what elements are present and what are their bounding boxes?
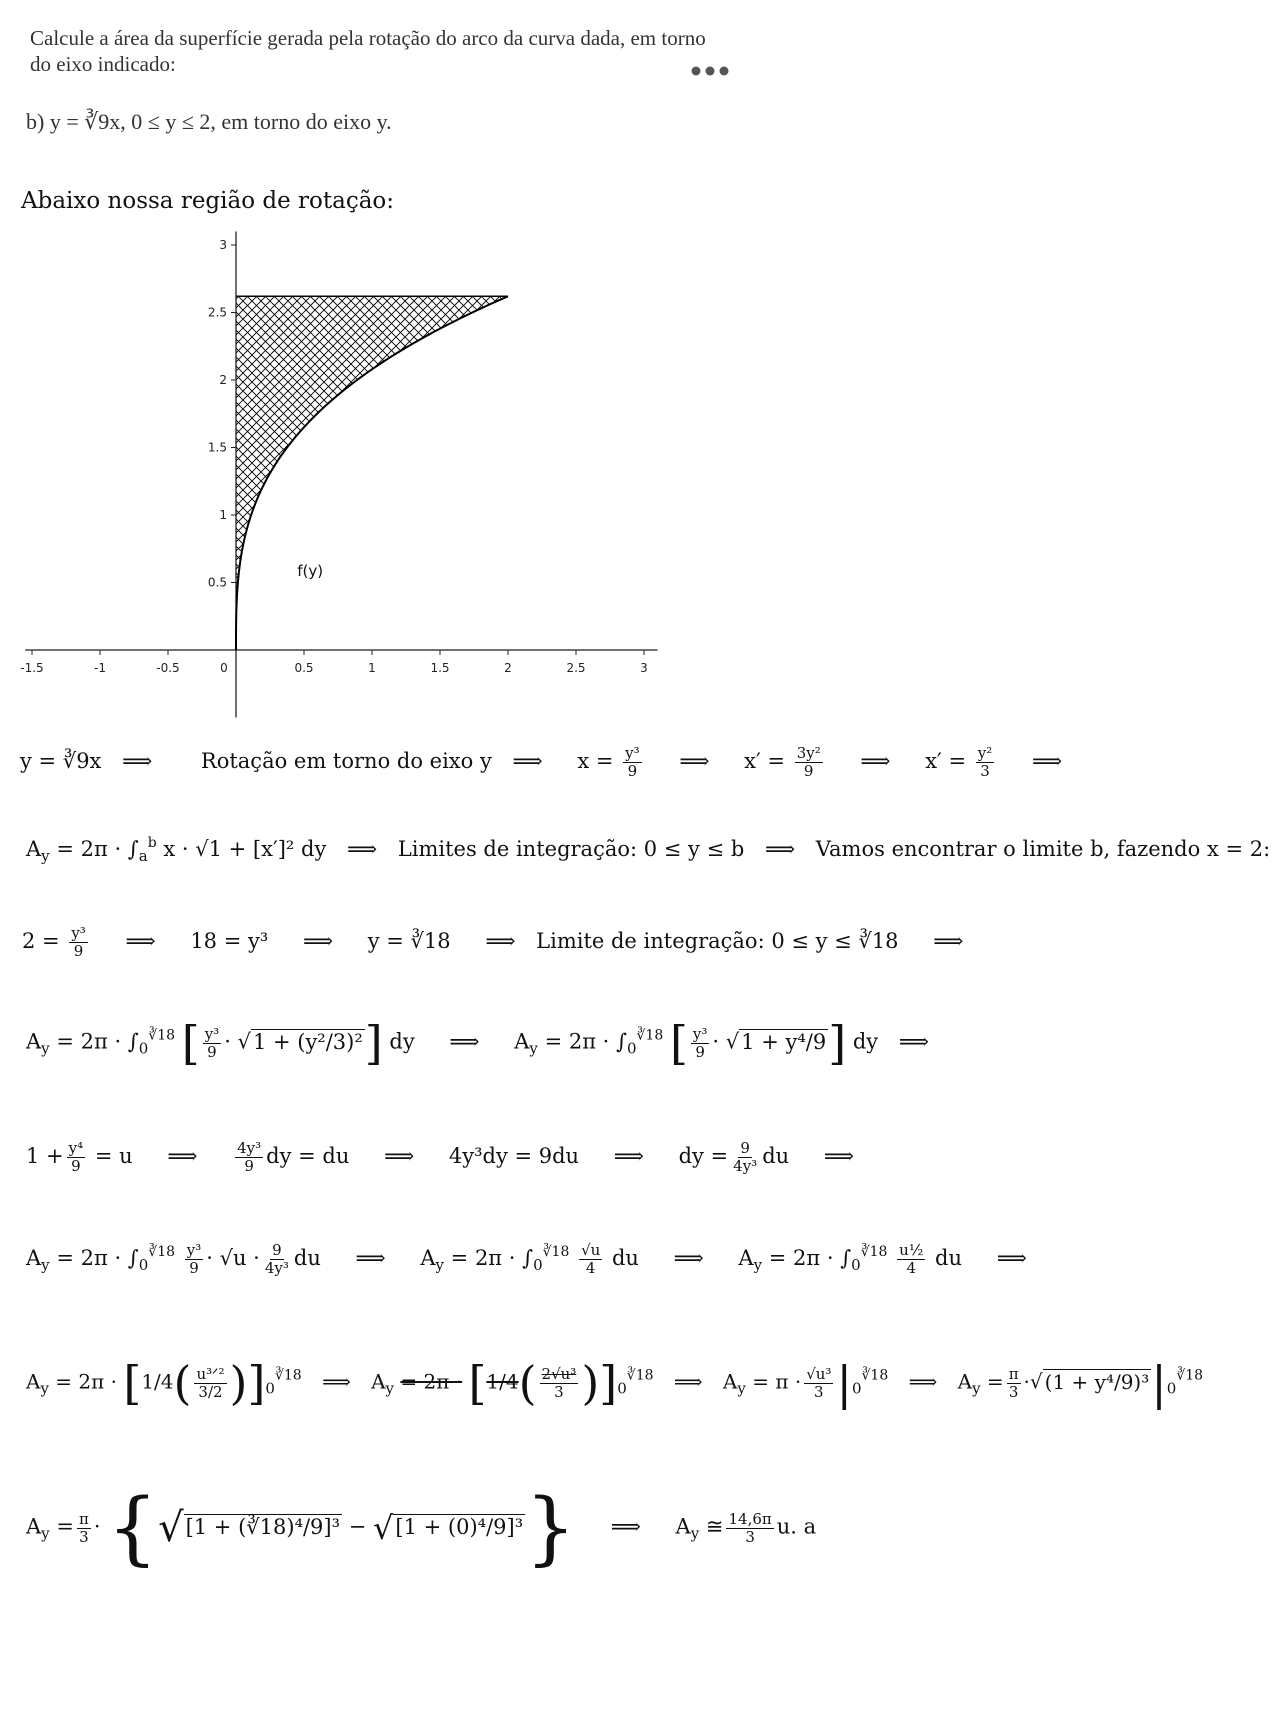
area-symbol: A bbox=[26, 1029, 42, 1054]
lower-limit: 0 bbox=[626, 1039, 637, 1058]
frac-den: 3 bbox=[1008, 1382, 1019, 1401]
bracket-close: ] bbox=[247, 1356, 266, 1410]
hatched-region bbox=[236, 296, 508, 650]
paren-open: ( bbox=[173, 1356, 192, 1410]
x-tick-label: 2 bbox=[504, 661, 512, 675]
area-sub: y bbox=[385, 1379, 395, 1398]
step7-root: (1 + y⁴/9)³ bbox=[1044, 1369, 1150, 1394]
ellipsis-icon-graphic bbox=[688, 63, 732, 79]
frac-den: 9 bbox=[207, 1042, 217, 1061]
arrow: ⟹ bbox=[167, 1144, 198, 1168]
lower-limit: 0 bbox=[851, 1256, 861, 1274]
frac-den: 4y³ bbox=[264, 1259, 289, 1277]
arrow: ⟹ bbox=[898, 1029, 929, 1054]
step7-v2frac bbox=[540, 1366, 579, 1401]
step1-d-frac bbox=[795, 745, 823, 780]
step4-dy: dy bbox=[852, 1029, 879, 1054]
frac-num: π bbox=[1008, 1364, 1019, 1383]
step5-b-rhs: dy = du bbox=[266, 1144, 350, 1168]
arrow: ⟹ bbox=[485, 929, 516, 953]
x-tick-label: -1 bbox=[94, 661, 106, 675]
frac-num: y² bbox=[977, 744, 993, 762]
arrow: ⟹ bbox=[673, 1246, 704, 1270]
region-graph bbox=[0, 220, 680, 730]
step6-frac2 bbox=[263, 1242, 291, 1277]
bracket-close: ] bbox=[599, 1356, 618, 1410]
step-2 bbox=[26, 835, 1270, 865]
step1-e-frac bbox=[976, 745, 995, 780]
step8-pifrac bbox=[77, 1511, 91, 1546]
step8-minus: − bbox=[348, 1514, 367, 1539]
x-tick-label: 0.5 bbox=[294, 661, 314, 675]
step6-du: du bbox=[935, 1246, 963, 1270]
arrow: ⟹ bbox=[355, 1246, 386, 1270]
step6-du: du bbox=[611, 1246, 639, 1270]
eval-bar: | bbox=[1151, 1356, 1167, 1410]
x-tick-label: 2.5 bbox=[566, 661, 586, 675]
x-tick-label: 1 bbox=[368, 661, 376, 675]
area-sub: y bbox=[972, 1379, 981, 1398]
step5-a-lhs: 1 + bbox=[26, 1144, 64, 1168]
step5-d-rhs: du bbox=[762, 1144, 790, 1168]
area-symbol: A bbox=[26, 837, 42, 861]
step7-b4: = bbox=[986, 1369, 1004, 1394]
step7-pifrac bbox=[1007, 1366, 1021, 1401]
area-symbol: A bbox=[957, 1369, 973, 1394]
upper-limit: ∛18 bbox=[148, 1244, 176, 1260]
frac-den: 9 bbox=[73, 942, 84, 960]
frac-den: 4 bbox=[585, 1259, 596, 1277]
paren-close: ) bbox=[229, 1356, 248, 1410]
step2-integral: = 2π · ∫ bbox=[56, 837, 139, 861]
lower-limit: 0 bbox=[138, 1256, 149, 1274]
step4-integral: = 2π · ∫ bbox=[56, 1029, 139, 1054]
y-tick-label: 3 bbox=[219, 238, 227, 252]
x-tick-label: 0 bbox=[220, 661, 228, 675]
area-symbol: A bbox=[371, 1369, 386, 1394]
y-tick-label: 2 bbox=[219, 373, 227, 387]
step8-unit: u. a bbox=[776, 1514, 817, 1539]
bracket-open: [ bbox=[123, 1356, 142, 1410]
step5-a-rhs: = u bbox=[94, 1144, 133, 1168]
sqrt-sign: √ bbox=[1029, 1369, 1043, 1394]
lower-limit: 0 bbox=[265, 1379, 275, 1398]
step-7: $A_y = 2\pi \cdot [1/4$( $\frac{\text{u³ᐟ²}}{3/2}$ )]$_0^{∛18}$ ⟹ $A_y = 2\pi \cdot [1/4$( $\frac{\text{2√u³}}{3}$ )]$_0^{∛18}$ ⟹ $A_y = \pi$ · $\frac{\text{√u³}}{3}$ $|_0^{∛18}$ ⟹ $A_y$ = $\frac{\pi}{3}$ ·√ $(1 + y^4/9)^3|_0^{∛18}$ bbox=[26, 1356, 1204, 1410]
x-tick-label: -0.5 bbox=[156, 661, 180, 675]
step1-a: y = ∛9x bbox=[20, 749, 102, 773]
problem-statement-line1: Calcule a área da superfície gerada pela rotação do arco da curva dada, em torno bbox=[30, 26, 706, 50]
y-tick-label: 2.5 bbox=[207, 305, 227, 320]
frac-num: 3y² bbox=[796, 744, 821, 762]
arrow: ⟹ bbox=[860, 749, 891, 773]
step7-quarter: 1/4 bbox=[141, 1369, 174, 1394]
step5-c: 4y³dy = 9du bbox=[448, 1144, 580, 1168]
step5-d-frac bbox=[731, 1140, 759, 1175]
arrow: ⟹ bbox=[302, 929, 334, 953]
lower-limit: 0 bbox=[617, 1379, 627, 1398]
lower-limit: a bbox=[138, 847, 148, 865]
arrow: ⟹ bbox=[1031, 749, 1063, 773]
frac-num: y³ bbox=[625, 744, 640, 762]
upper-limit: ∛18 bbox=[542, 1244, 570, 1260]
frac-den: 4y³ bbox=[733, 1157, 758, 1175]
step-3 bbox=[22, 925, 963, 960]
intro-text: Abaixo nossa região de rotação: bbox=[21, 188, 395, 214]
step7-quarter-cancel: 1/4 bbox=[486, 1369, 519, 1394]
sqrt-sign: √ bbox=[725, 1029, 740, 1054]
upper-limit: ∛18 bbox=[860, 1244, 888, 1260]
step7-ufrac bbox=[194, 1366, 226, 1401]
step3-frac bbox=[69, 925, 88, 960]
step6-integral: = 2π · ∫ bbox=[450, 1246, 534, 1270]
frac-den: 3 bbox=[980, 762, 990, 780]
approx: ≅ bbox=[705, 1514, 724, 1539]
frac-num: y³ bbox=[692, 1024, 708, 1043]
equals: = bbox=[56, 1514, 74, 1539]
step3-d: Limite de integração: 0 ≤ y ≤ ∛18 bbox=[536, 929, 899, 953]
step7-v3frac bbox=[804, 1366, 833, 1401]
area-sub: y bbox=[41, 1039, 50, 1058]
paren-close: ) bbox=[581, 1356, 600, 1410]
ellipsis-icon[interactable] bbox=[688, 56, 732, 86]
step8-result-frac bbox=[726, 1511, 773, 1546]
arrow: ⟹ bbox=[673, 1369, 703, 1394]
frac-den: 4 bbox=[906, 1259, 917, 1277]
arrow: ⟹ bbox=[125, 929, 156, 953]
step2-find-b: Vamos encontrar o limite b, fazendo x = 2: bbox=[815, 837, 1271, 861]
arrow: ⟹ bbox=[449, 1029, 480, 1054]
step6-integral: = 2π · ∫ bbox=[56, 1246, 139, 1270]
problem-item-b: b) y = ∛9x, 0 ≤ y ≤ 2, em torno do eixo y. bbox=[26, 109, 392, 134]
upper-limit: ∛18 bbox=[148, 1027, 176, 1044]
frac-den: 9 bbox=[627, 762, 638, 780]
arrow: ⟹ bbox=[908, 1369, 938, 1394]
arrow: ⟹ bbox=[933, 929, 964, 953]
step4-dy: dy bbox=[389, 1029, 415, 1054]
step6-integral: = 2π · ∫ bbox=[768, 1246, 852, 1270]
x-tick-label: 1.5 bbox=[430, 661, 450, 675]
area-sub: y bbox=[753, 1256, 763, 1274]
area-sub: y bbox=[41, 1524, 50, 1543]
arrow: ⟹ bbox=[613, 1144, 644, 1168]
step5-b-frac bbox=[235, 1140, 263, 1175]
bracket-open: [ bbox=[468, 1356, 487, 1410]
frac-num: 9 bbox=[272, 1241, 282, 1259]
area-symbol: A bbox=[675, 1514, 691, 1539]
frac-num: 14,6π bbox=[728, 1509, 772, 1528]
lower-limit: 0 bbox=[138, 1039, 149, 1058]
step4-integral: = 2π · ∫ bbox=[544, 1029, 627, 1054]
frac-num: y³ bbox=[204, 1024, 220, 1043]
frac-num: u³ᐟ² bbox=[196, 1364, 225, 1383]
step-4: $A_y = 2\pi \cdot \int_0^{∛18}$ [ $\frac{\text{y³}}{9}$ · √1 + (y²/3)²] dy ⟹ $A_y = 2\pi \cdot \int_0^{∛18}$ [ $\frac{\text{y³}}{9}$ · √1 + y⁴/9] dy ⟹ bbox=[26, 1016, 929, 1070]
x-tick-label: -1.5 bbox=[20, 661, 44, 675]
step4-frac2 bbox=[691, 1026, 710, 1061]
frac-den: 9 bbox=[244, 1157, 254, 1175]
frac-den: 3 bbox=[814, 1382, 824, 1401]
frac-num: u½ bbox=[899, 1241, 924, 1259]
step6-mid: · √u · bbox=[206, 1246, 260, 1270]
area-sub: y bbox=[40, 1379, 49, 1398]
lower-limit: 0 bbox=[1166, 1379, 1177, 1398]
step8-term1: [1 + (∛18)⁴/9]³ bbox=[185, 1514, 341, 1539]
frac-num: π bbox=[78, 1509, 89, 1528]
frac-num: y³ bbox=[186, 1241, 202, 1259]
arrow: ⟹ bbox=[610, 1514, 641, 1539]
step-5 bbox=[26, 1140, 854, 1175]
frac-num: y⁴ bbox=[68, 1139, 84, 1157]
upper-limit: b bbox=[147, 835, 157, 851]
frac-den: 3 bbox=[745, 1527, 755, 1546]
eval-bar: | bbox=[836, 1356, 852, 1410]
upper-limit: ∛18 bbox=[861, 1367, 889, 1384]
arrow: ⟹ bbox=[347, 837, 378, 861]
step6-frac1 bbox=[185, 1242, 204, 1277]
area-sub: y bbox=[41, 847, 50, 865]
frac-den: 9 bbox=[189, 1259, 199, 1277]
frac-den: 3/2 bbox=[198, 1382, 223, 1401]
step6-frac3 bbox=[579, 1242, 602, 1277]
brace-open: { bbox=[107, 1481, 159, 1574]
step3-b: 18 = y³ bbox=[190, 929, 269, 953]
frac-den: 9 bbox=[71, 1157, 81, 1175]
step3-lhs: 2 = bbox=[22, 929, 60, 953]
step3-c: y = ∛18 bbox=[367, 929, 451, 953]
arrow: ⟹ bbox=[679, 749, 710, 773]
area-symbol: A bbox=[26, 1514, 42, 1539]
sqrt-sign: √ bbox=[158, 1505, 184, 1551]
step4-root1: 1 + (y²/3)² bbox=[252, 1029, 363, 1054]
bracket-close: ] bbox=[828, 1016, 847, 1070]
area-sub: y bbox=[690, 1524, 700, 1543]
step1-b: Rotação em torno do eixo y bbox=[200, 749, 492, 773]
arrow: ⟹ bbox=[512, 749, 543, 773]
frac-num: 9 bbox=[740, 1139, 750, 1157]
paren-open: ( bbox=[518, 1356, 537, 1410]
step1-e-lhs: x′ = bbox=[925, 749, 967, 773]
area-symbol: A bbox=[26, 1246, 42, 1270]
bracket-close: ] bbox=[364, 1016, 383, 1070]
step6-du: du bbox=[293, 1246, 321, 1270]
step5-d-lhs: dy = bbox=[678, 1144, 729, 1168]
frac-den: 9 bbox=[695, 1042, 705, 1061]
bracket-open: [ bbox=[181, 1016, 200, 1070]
upper-limit: ∛18 bbox=[636, 1027, 664, 1044]
step1-c-lhs: x = bbox=[577, 749, 614, 773]
arrow: ⟹ bbox=[322, 1369, 351, 1394]
step-6 bbox=[26, 1242, 1027, 1277]
step4-root2: 1 + y⁴/9 bbox=[741, 1029, 827, 1054]
arrow: ⟹ bbox=[122, 749, 153, 773]
area-sub: y bbox=[435, 1256, 444, 1274]
step2-integrand: x · √1 + [x′]² dy bbox=[163, 837, 327, 861]
step-1 bbox=[20, 745, 1062, 780]
step5-a-frac bbox=[67, 1140, 86, 1175]
upper-limit: ∛18 bbox=[274, 1367, 302, 1384]
y-tick-label: 1.5 bbox=[207, 440, 227, 455]
sqrt-sign: √ bbox=[373, 1509, 394, 1547]
step-8: $A_y$ = $\frac{\pi}{3}$ · {√[1 + (∛18)⁴/9]³ − √[1 + (0)⁴/9]³} ⟹ $A_y$ ≅ $\frac{14,6\pi}{3}$ u. a bbox=[26, 1481, 817, 1574]
area-symbol: A bbox=[420, 1246, 436, 1270]
upper-limit: ∛18 bbox=[1176, 1367, 1204, 1384]
area-symbol: A bbox=[26, 1369, 41, 1394]
curve-label: f(y) bbox=[297, 561, 324, 580]
step8-term2: [1 + (0)⁴/9]³ bbox=[395, 1514, 524, 1539]
step1-c-frac bbox=[623, 745, 642, 780]
problem-statement-line2: do eixo indicado: bbox=[30, 52, 176, 76]
lower-limit: 0 bbox=[851, 1379, 862, 1398]
upper-limit: ∛18 bbox=[626, 1367, 654, 1384]
step7-b3: = π · bbox=[752, 1369, 802, 1394]
area-sub: y bbox=[737, 1379, 746, 1398]
area-symbol: A bbox=[722, 1369, 738, 1394]
step4-frac1 bbox=[203, 1026, 222, 1061]
area-symbol: A bbox=[738, 1246, 754, 1270]
y-tick-label: 1 bbox=[219, 508, 227, 522]
area-sub: y bbox=[41, 1256, 50, 1274]
frac-den: 3 bbox=[554, 1382, 564, 1401]
x-tick-label: 3 bbox=[640, 661, 648, 675]
frac-den: 3 bbox=[79, 1527, 89, 1546]
frac-den: 9 bbox=[803, 762, 814, 780]
brace-close: } bbox=[525, 1481, 577, 1574]
y-tick-label: 0.5 bbox=[207, 575, 227, 590]
step7-b2: = 2π · bbox=[400, 1369, 463, 1394]
arrow: ⟹ bbox=[765, 837, 796, 861]
step2-limits: Limites de integração: 0 ≤ y ≤ b bbox=[397, 837, 745, 861]
frac-num: 4y³ bbox=[237, 1139, 262, 1157]
step1-d-lhs: x′ = bbox=[744, 749, 785, 773]
bracket-open: [ bbox=[669, 1016, 688, 1070]
frac-num: √u³ bbox=[806, 1364, 832, 1383]
step7-b: = 2π · bbox=[55, 1369, 117, 1394]
frac-num: √u bbox=[581, 1241, 601, 1259]
step6-frac4 bbox=[897, 1242, 925, 1277]
arrow: ⟹ bbox=[823, 1144, 854, 1168]
area-sub: y bbox=[529, 1039, 538, 1058]
arrow: ⟹ bbox=[996, 1246, 1027, 1270]
lower-limit: 0 bbox=[533, 1256, 543, 1274]
frac-num: 2√u³ bbox=[541, 1364, 577, 1383]
sqrt-sign: √ bbox=[237, 1029, 251, 1054]
frac-num: y³ bbox=[71, 924, 86, 942]
area-symbol: A bbox=[514, 1029, 530, 1054]
arrow: ⟹ bbox=[384, 1144, 415, 1168]
